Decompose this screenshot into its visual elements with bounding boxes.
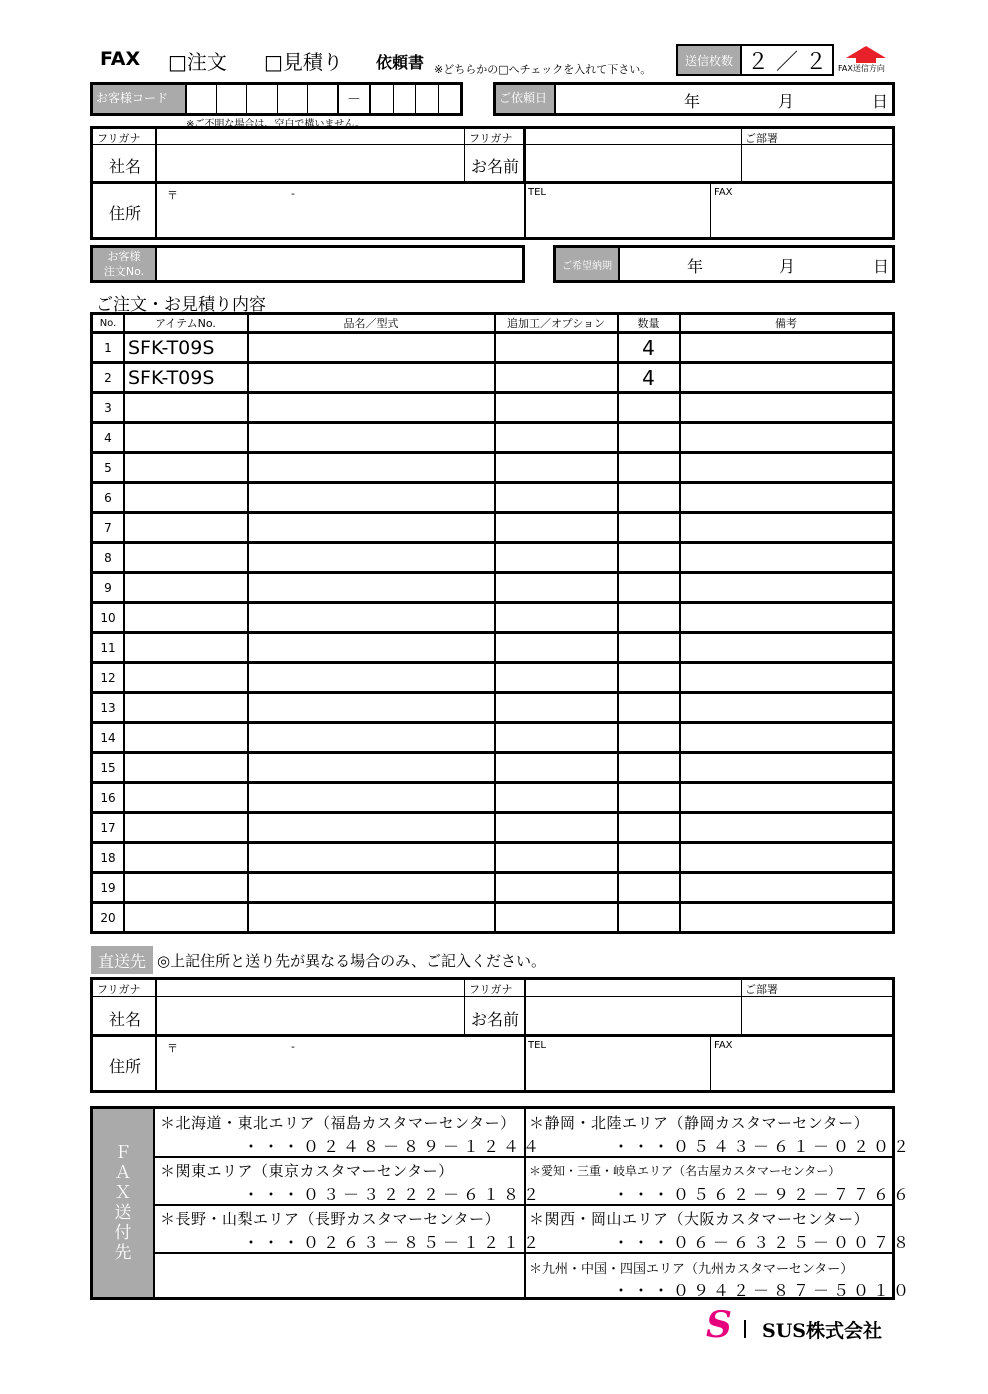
request-date-box[interactable] xyxy=(493,82,895,116)
order-row xyxy=(93,481,892,511)
qty-cell[interactable] xyxy=(618,694,679,721)
item-no-cell[interactable] xyxy=(124,394,247,421)
product-cell[interactable] xyxy=(248,394,494,421)
ship-dept-label: ご部署 xyxy=(745,983,778,996)
dest-shizuoka-area: ＊静岡・北陸エリア（静岡カスタマーセンター） xyxy=(529,1114,870,1132)
product-cell[interactable] xyxy=(248,424,494,451)
item-no-cell[interactable] xyxy=(124,454,247,481)
row-number: 11 xyxy=(100,640,116,655)
option-cell[interactable] xyxy=(495,364,617,391)
option-cell[interactable] xyxy=(495,394,617,421)
name-furigana-label: フリガナ xyxy=(469,132,513,145)
customer-order-no-label: お客様 注文No. xyxy=(93,248,155,280)
dest-kyushu-number: ・・・０９４２－８７－５０１０ xyxy=(613,1281,914,1300)
product-cell[interactable] xyxy=(248,664,494,691)
order-row xyxy=(93,661,892,691)
item-no-cell[interactable] xyxy=(124,874,247,901)
company-furigana-input[interactable] xyxy=(157,130,522,144)
option-cell[interactable] xyxy=(495,694,617,721)
header-qty: 数量 xyxy=(637,317,660,330)
order-row xyxy=(93,451,892,481)
fax-title: FAX xyxy=(100,48,141,70)
dest-nagoya-area: ＊愛知・三重・岐阜エリア（名古屋カスタマーセンター） xyxy=(529,1164,841,1178)
order-section-title: ご注文・お見積り内容 xyxy=(96,295,266,315)
estimate-checkbox[interactable]: □見積り xyxy=(264,50,343,74)
qty-cell[interactable] xyxy=(618,844,679,871)
customer-code-box xyxy=(90,82,463,116)
item-no-cell[interactable] xyxy=(124,814,247,841)
order-row xyxy=(93,811,892,841)
remarks-cell[interactable] xyxy=(680,424,892,451)
product-cell[interactable] xyxy=(248,904,494,931)
company-name-label: 社名 xyxy=(109,157,142,176)
ship-company-label: 社名 xyxy=(109,1010,142,1029)
option-cell[interactable] xyxy=(495,634,617,661)
request-month: 月 xyxy=(778,92,795,111)
row-number: 9 xyxy=(104,580,112,595)
row-number: 2 xyxy=(104,370,112,385)
dest-kanto-area: ＊関東エリア（東京カスタマーセンター） xyxy=(160,1162,454,1180)
header-item-no: アイテムNo. xyxy=(155,317,216,330)
dest-tohoku-number: ・・・０２４８－８９－１２４４ xyxy=(243,1137,544,1156)
order-row xyxy=(93,841,892,871)
up-arrow-icon xyxy=(838,44,894,64)
qty-cell[interactable] xyxy=(618,394,679,421)
company-furigana-label: フリガナ xyxy=(97,132,141,145)
dest-shizuoka-number: ・・・０５４３－６１－０２０２ xyxy=(613,1137,914,1156)
option-cell[interactable] xyxy=(495,874,617,901)
product-cell[interactable] xyxy=(248,544,494,571)
order-row xyxy=(93,721,892,751)
remarks-cell[interactable] xyxy=(680,484,892,511)
option-cell[interactable] xyxy=(495,454,617,481)
person-name-input[interactable] xyxy=(527,146,739,180)
request-title: 依頼書 xyxy=(376,53,425,72)
row-number: 5 xyxy=(104,460,112,475)
ship-postal-mark: 〒 xyxy=(167,1042,178,1055)
product-cell[interactable] xyxy=(248,634,494,661)
customer-code-dash: － xyxy=(347,92,361,108)
item-no-cell[interactable] xyxy=(124,754,247,781)
dest-kyushu-area: ＊九州・中国・四国エリア（九州カスタマーセンター） xyxy=(529,1262,854,1277)
order-row xyxy=(93,571,892,601)
item-no-cell[interactable] xyxy=(124,634,247,661)
send-direction xyxy=(838,44,894,74)
company-logo xyxy=(706,1304,886,1346)
product-cell[interactable] xyxy=(248,754,494,781)
row-number: 17 xyxy=(100,820,116,835)
ship-name-furigana-label: フリガナ xyxy=(469,983,513,996)
item-no-cell[interactable] xyxy=(124,724,247,751)
request-year: 年 xyxy=(684,92,701,111)
row-number: 8 xyxy=(104,550,112,565)
order-row xyxy=(93,511,892,541)
option-cell[interactable] xyxy=(495,904,617,931)
qty-cell[interactable] xyxy=(618,664,679,691)
option-cell[interactable] xyxy=(495,574,617,601)
option-cell[interactable] xyxy=(495,424,617,451)
row-number: 12 xyxy=(100,670,116,685)
ship-dept-input[interactable] xyxy=(743,998,893,1032)
qty-cell[interactable] xyxy=(618,454,679,481)
product-cell[interactable] xyxy=(248,844,494,871)
dept-label: ご部署 xyxy=(745,132,778,145)
ship-furigana-input[interactable] xyxy=(157,981,467,995)
row-number: 7 xyxy=(104,520,112,535)
order-row xyxy=(93,391,892,421)
remarks-cell[interactable] xyxy=(680,844,892,871)
row-number: 10 xyxy=(100,610,116,625)
remarks-cell[interactable] xyxy=(680,754,892,781)
qty-cell[interactable] xyxy=(618,754,679,781)
row-number: 18 xyxy=(100,850,116,865)
item-no-cell[interactable] xyxy=(124,844,247,871)
dest-osaka-area: ＊関西・岡山エリア（大阪カスタマーセンター） xyxy=(529,1210,870,1228)
qty-cell[interactable] xyxy=(618,604,679,631)
row-number: 4 xyxy=(104,430,112,445)
product-cell[interactable] xyxy=(248,574,494,601)
remarks-cell[interactable] xyxy=(680,814,892,841)
delivery-year: 年 xyxy=(687,257,704,276)
customer-order-no-box[interactable] xyxy=(90,245,525,283)
dest-kanto-number: ・・・０３－３２２２－６１８２ xyxy=(243,1185,544,1204)
request-day: 日 xyxy=(872,92,889,111)
product-cell[interactable] xyxy=(248,784,494,811)
item-no-cell[interactable] xyxy=(124,694,247,721)
qty-cell[interactable] xyxy=(618,814,679,841)
ship-company-input[interactable] xyxy=(157,998,467,1032)
remarks-cell[interactable] xyxy=(680,694,892,721)
remarks-cell[interactable] xyxy=(680,544,892,571)
row-number: 3 xyxy=(104,400,112,415)
item-no-cell[interactable] xyxy=(124,514,247,541)
order-row xyxy=(93,421,892,451)
product-cell[interactable] xyxy=(248,334,494,361)
qty-cell[interactable] xyxy=(618,514,679,541)
item-no-cell[interactable] xyxy=(124,574,247,601)
product-cell[interactable] xyxy=(248,604,494,631)
qty-cell[interactable]: 4 xyxy=(642,335,655,360)
order-row xyxy=(93,541,892,571)
customer-code-note: ※ご不明な場合は、空白で構いません。 xyxy=(186,119,365,130)
row-number: 6 xyxy=(104,490,112,505)
remarks-cell[interactable] xyxy=(680,664,892,691)
qty-cell[interactable] xyxy=(618,724,679,751)
tel-label: TEL xyxy=(528,187,546,198)
product-cell[interactable] xyxy=(248,364,494,391)
remarks-cell[interactable] xyxy=(680,604,892,631)
remarks-cell[interactable] xyxy=(680,394,892,421)
option-cell[interactable] xyxy=(495,334,617,361)
dest-nagano-area: ＊長野・山梨エリア（長野カスタマーセンター） xyxy=(160,1210,501,1228)
item-no-cell[interactable] xyxy=(124,664,247,691)
logo-tagline-mark xyxy=(744,1320,758,1338)
ship-address-label: 住所 xyxy=(109,1057,142,1076)
fax-dest-label: ＦＡＸ送付先 xyxy=(114,1143,132,1263)
order-row xyxy=(93,361,892,391)
order-header-row xyxy=(93,315,892,331)
send-direction-label: FAX送信方向 xyxy=(838,64,885,73)
product-cell[interactable] xyxy=(248,724,494,751)
qty-cell[interactable] xyxy=(618,574,679,601)
row-number: 14 xyxy=(100,730,116,745)
company-block xyxy=(90,126,895,240)
item-no-cell[interactable] xyxy=(124,544,247,571)
fax-label: FAX xyxy=(714,187,733,198)
option-cell[interactable] xyxy=(495,754,617,781)
row-number: 20 xyxy=(100,910,116,925)
remarks-cell[interactable] xyxy=(680,574,892,601)
company-name-input[interactable] xyxy=(157,146,467,180)
remarks-cell[interactable] xyxy=(680,634,892,661)
order-row xyxy=(93,601,892,631)
option-cell[interactable] xyxy=(495,604,617,631)
product-cell[interactable] xyxy=(248,694,494,721)
delivery-date-label: ご希望納期 xyxy=(556,248,618,280)
option-cell[interactable] xyxy=(495,844,617,871)
header-option: 追加工／オプション xyxy=(506,317,605,330)
ship-postal-dash: - xyxy=(291,1040,295,1053)
order-row xyxy=(93,691,892,721)
request-date-label: ご依頼日 xyxy=(496,85,554,113)
qty-cell[interactable] xyxy=(618,904,679,931)
header-product: 品名／型式 xyxy=(343,317,399,330)
customer-code-digits-2[interactable] xyxy=(369,85,460,113)
dest-tohoku-area: ＊北海道・東北エリア（福島カスタマーセンター） xyxy=(160,1114,516,1132)
postal-mark: 〒 xyxy=(167,189,178,202)
option-cell[interactable] xyxy=(495,814,617,841)
qty-cell[interactable] xyxy=(618,784,679,811)
remarks-cell[interactable] xyxy=(680,874,892,901)
remarks-cell[interactable] xyxy=(680,364,892,391)
delivery-day: 日 xyxy=(873,257,890,276)
remarks-cell[interactable] xyxy=(680,784,892,811)
option-cell[interactable] xyxy=(495,544,617,571)
dest-osaka-number: ・・・０６－６３２５－００７８ xyxy=(613,1233,914,1252)
header-no: No. xyxy=(99,317,117,329)
address-input[interactable] xyxy=(157,185,523,237)
option-cell[interactable] xyxy=(495,484,617,511)
check-instruction: ※どちらかの□へチェックを入れて下さい。 xyxy=(434,63,652,76)
fax-destination-table xyxy=(90,1106,914,1300)
order-row xyxy=(93,331,892,361)
row-number: 15 xyxy=(100,760,116,775)
qty-cell[interactable] xyxy=(618,544,679,571)
ship-person-input[interactable] xyxy=(527,998,739,1032)
item-no-cell[interactable] xyxy=(124,484,247,511)
order-table xyxy=(90,312,895,934)
delivery-date-box[interactable] xyxy=(553,245,895,283)
pages-box xyxy=(676,44,834,76)
order-row xyxy=(93,901,892,931)
ship-furigana-label: フリガナ xyxy=(97,983,141,996)
ship-address-input[interactable] xyxy=(157,1038,523,1090)
customer-code-label: お客様コード xyxy=(93,85,185,113)
order-checkbox[interactable]: □注文 xyxy=(168,50,227,74)
pages-label: 送信枚数 xyxy=(678,46,740,74)
item-no-cell[interactable] xyxy=(124,784,247,811)
remarks-cell[interactable] xyxy=(680,904,892,931)
order-row xyxy=(93,751,892,781)
ship-tel-label: TEL xyxy=(528,1040,546,1051)
customer-code-row xyxy=(90,82,895,116)
direct-ship-label: 直送先 xyxy=(91,946,153,974)
product-cell[interactable] xyxy=(248,484,494,511)
option-cell[interactable] xyxy=(495,784,617,811)
customer-code-digits-1[interactable] xyxy=(185,85,339,113)
remarks-cell[interactable] xyxy=(680,724,892,751)
ship-fax-label: FAX xyxy=(714,1040,733,1051)
direct-ship-block xyxy=(90,977,895,1093)
dest-nagano-number: ・・・０２６３－８５－１２１２ xyxy=(243,1233,544,1252)
address-label: 住所 xyxy=(109,204,142,223)
ship-person-label: お名前 xyxy=(471,1010,520,1029)
item-no-cell[interactable] xyxy=(124,604,247,631)
header-remarks: 備考 xyxy=(775,317,797,330)
product-cell[interactable] xyxy=(248,514,494,541)
item-no-cell[interactable] xyxy=(124,424,247,451)
direct-ship-note: ◎上記住所と送り先が異なる場合のみ、ご記入ください。 xyxy=(157,952,546,970)
item-no-cell[interactable] xyxy=(124,904,247,931)
logo-s-mark: S xyxy=(706,1304,732,1346)
postal-dash: - xyxy=(291,187,295,200)
product-cell[interactable] xyxy=(248,814,494,841)
option-cell[interactable] xyxy=(495,664,617,691)
row-number: 13 xyxy=(100,700,116,715)
qty-cell[interactable] xyxy=(618,634,679,661)
qty-cell[interactable]: 4 xyxy=(642,365,655,390)
dept-input[interactable] xyxy=(743,146,893,180)
logo-company-name: SUS株式会社 xyxy=(762,1320,883,1342)
qty-cell[interactable] xyxy=(618,874,679,901)
option-cell[interactable] xyxy=(495,514,617,541)
order-row xyxy=(93,871,892,901)
pages-value[interactable]: ２ ／ ２ xyxy=(740,46,832,74)
order-row xyxy=(93,631,892,661)
product-cell[interactable] xyxy=(248,454,494,481)
order-row xyxy=(93,781,892,811)
remarks-cell[interactable] xyxy=(680,514,892,541)
qty-cell[interactable] xyxy=(618,424,679,451)
fax-dest-label-cell xyxy=(93,1109,155,1297)
option-cell[interactable] xyxy=(495,724,617,751)
delivery-month: 月 xyxy=(779,257,796,276)
person-name-label: お名前 xyxy=(471,157,520,176)
remarks-cell[interactable] xyxy=(680,334,892,361)
item-no-cell[interactable]: SFK-T09S xyxy=(128,336,215,359)
remarks-cell[interactable] xyxy=(680,454,892,481)
row-number: 1 xyxy=(104,340,112,355)
row-number: 19 xyxy=(100,880,116,895)
item-no-cell[interactable]: SFK-T09S xyxy=(128,366,215,389)
row-number: 16 xyxy=(100,790,116,805)
product-cell[interactable] xyxy=(248,874,494,901)
dest-nagoya-number: ・・・０５６２－９２－７７６６ xyxy=(613,1185,914,1204)
qty-cell[interactable] xyxy=(618,484,679,511)
